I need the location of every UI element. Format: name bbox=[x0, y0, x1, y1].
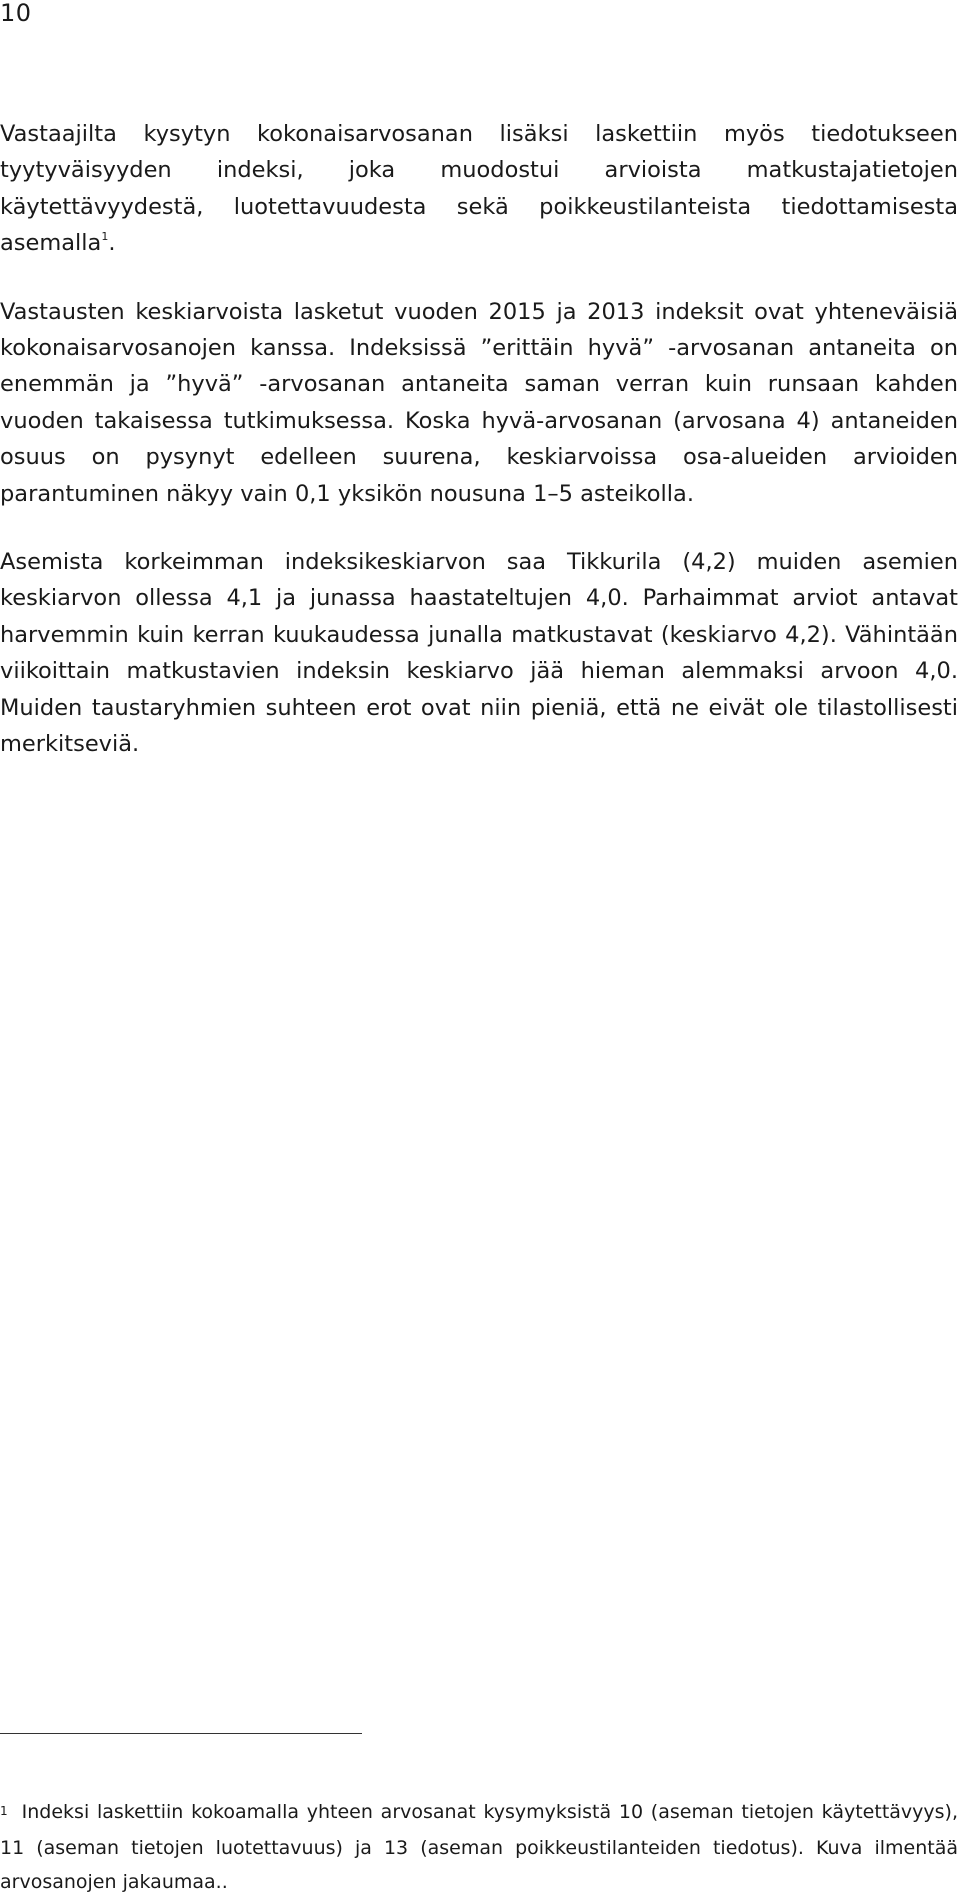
paragraph-text: Vastaajilta kysytyn kokonaisarvosanan lisäksi laskettiin myös tiedotukseen tyytyväisyyden indeksi, joka muodostui arvioista matkustajatietojen käytettävyydestä, luotettavuudesta sekä poikkeustilanteista tiedottamisesta asemalla bbox=[0, 121, 958, 257]
paragraph-satisfaction-index bbox=[0, 116, 958, 262]
footnote bbox=[0, 1795, 958, 1899]
page-number: 10 bbox=[0, 0, 32, 27]
paragraph-station-results: Asemista korkeimman indeksikeskiarvon saa Tikkurila (4,2) muiden asemien keskiarvon ollessa 4,1 ja junassa haastateltujen 4,0. Parhaimmat arviot antavat harvemmin kuin kerran kuukaudessa junalla matkustavat (keskiarvo 4,2). Vähintään viikoittain matkustavien indeksin keskiarvo jää hieman alemmaksi arvoon 4,0. Muiden taustaryhmien suhteen erot ovat niin pieniä, että ne eivät ole tilastollisesti merkitseviä. bbox=[0, 549, 958, 758]
body-text bbox=[0, 116, 958, 763]
footnote-reference: 1 bbox=[101, 230, 109, 244]
footnote-marker: 1 bbox=[0, 1804, 8, 1818]
footnote-text: Indeksi laskettiin kokoamalla yhteen arvosanat kysymyksistä 10 (aseman tietojen käytettävyys), 11 (aseman tietojen luotettavuus) ja 13 (aseman poikkeustilanteiden tiedotus). Kuva ilmentää arvosanojen jakaumaa.. bbox=[0, 1801, 958, 1893]
sentence-end: . bbox=[108, 230, 116, 257]
footnote-divider bbox=[0, 1733, 362, 1734]
paragraph-index-comparison: Vastausten keskiarvoista lasketut vuoden 2015 ja 2013 indeksit ovat yhteneväisiä kokonaisarvosanojen kanssa. Indeksissä ”erittäin hyvä” -arvosanan antaneita on enemmän ja ”hyvä” -arvosanan antaneita saman verran kuin runsaan kahden vuoden takaisessa tutkimuksessa. Koska hyvä-arvosanan (arvosana 4) antaneiden osuus on pysynyt edelleen suurena, keskiarvoissa osa-alueiden arvioiden parantuminen näkyy vain 0,1 yksikön nousuna 1–5 asteikolla. bbox=[0, 298, 958, 507]
